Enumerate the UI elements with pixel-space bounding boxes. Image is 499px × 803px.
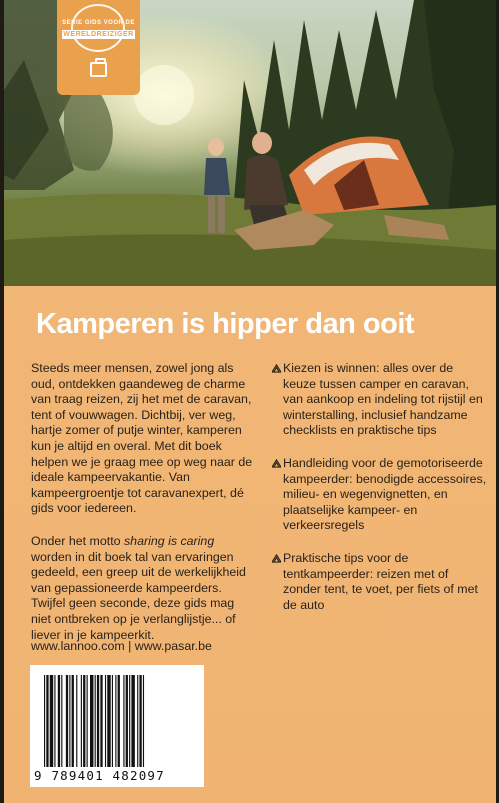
barcode-bars — [42, 675, 192, 767]
intro-paragraph-1: Steeds meer mensen, zowel jong als oud, ontdekken gaandeweg de charme van traag reizen, zij het met de caravan, tent of vouwwagen. Dichtbij, ver weg, hartje zomer of putje winter, kamperen kun je altijd en overal. Met dit boek helpen we je graag mee op weg naar de ideale kampeervakantie. Van kampeergroentje tot caravanexpert, dé gids voor iedereen. — [31, 361, 253, 516]
feature-text: Praktische tips voor de tentkampeerder: reizen met of zonder tent, te voet, per fiets of met de auto — [283, 550, 478, 612]
barcode-bar — [95, 675, 96, 767]
motto-text: sharing is caring — [123, 533, 215, 548]
barcode-bar — [105, 675, 106, 767]
barcode-bar — [58, 675, 60, 767]
barcode-bar — [126, 675, 128, 767]
suitcase-icon — [90, 62, 107, 77]
barcode-bar — [112, 675, 113, 767]
barcode-bar — [72, 675, 74, 767]
barcode-bar — [137, 675, 138, 767]
barcode-bar — [46, 675, 48, 767]
barcode-bar — [66, 675, 68, 767]
barcode-bar — [81, 675, 82, 767]
barcode-bar — [139, 675, 141, 767]
barcode-bar — [100, 675, 102, 767]
barcode-bar — [115, 675, 116, 767]
barcode-bar — [50, 675, 53, 767]
publisher-websites: www.lannoo.com | www.pasar.be — [31, 639, 212, 653]
globe-icon — [71, 4, 125, 52]
isbn-number: 9 789401 482097 — [34, 768, 165, 783]
series-badge — [57, 0, 140, 95]
intro-paragraph-2 — [31, 534, 254, 643]
barcode-bar — [118, 675, 120, 767]
barcode-bar — [44, 675, 45, 767]
feature-item — [272, 361, 487, 439]
tent-icon — [272, 459, 281, 468]
barcode-bar — [131, 675, 134, 767]
features-column — [272, 361, 487, 630]
book-back-cover — [4, 0, 496, 803]
tent-icon — [272, 554, 281, 563]
barcode-bar — [83, 675, 85, 767]
badge-series-text: SERIE GIDS VOOR DE — [62, 20, 135, 26]
barcode-bar — [107, 675, 110, 767]
barcode-bar — [54, 675, 55, 767]
barcode — [30, 665, 204, 787]
feature-item — [272, 551, 487, 613]
barcode-bar — [143, 675, 144, 767]
barcode-bar — [61, 675, 62, 767]
feature-text: Kiezen is winnen: alles over de keuze tussen camper en caravan, van aankoop en indeling tot rijstijl en winterstalling, inclusief handzame checklists en praktische tips — [283, 361, 483, 438]
barcode-bar — [87, 675, 88, 767]
intro-paragraph-2-end: worden in dit boek tal van ervaringen gedeeld, een greep uit de werkelijkheid van gepassioneerde kampeerders. Twijfel geen seconde, deze gids mag niet ontbreken op je verlanglijstje... of liever in je kampeerkit. — [31, 549, 246, 642]
barcode-bar — [76, 675, 77, 767]
intro-column — [31, 361, 254, 660]
barcode-bar — [123, 675, 124, 767]
tent-icon — [272, 364, 281, 373]
barcode-bar — [129, 675, 130, 767]
barcode-bar — [69, 675, 70, 767]
cover-title: Kamperen is hipper dan ooit — [36, 308, 415, 340]
feature-item — [272, 456, 487, 534]
badge-series-name: WERELDREIZIGER — [63, 31, 134, 38]
barcode-bar — [97, 675, 99, 767]
camping-photo — [4, 0, 496, 286]
intro-paragraph-2-start: Onder het motto — [31, 533, 124, 548]
barcode-bar — [90, 675, 93, 767]
feature-text: Handleiding voor de gemotoriseerde kampeerder: benodigde accessoires, milieu- en wegenvignetten, en plaatselijke kampeer- en verkeersregels — [283, 455, 487, 533]
